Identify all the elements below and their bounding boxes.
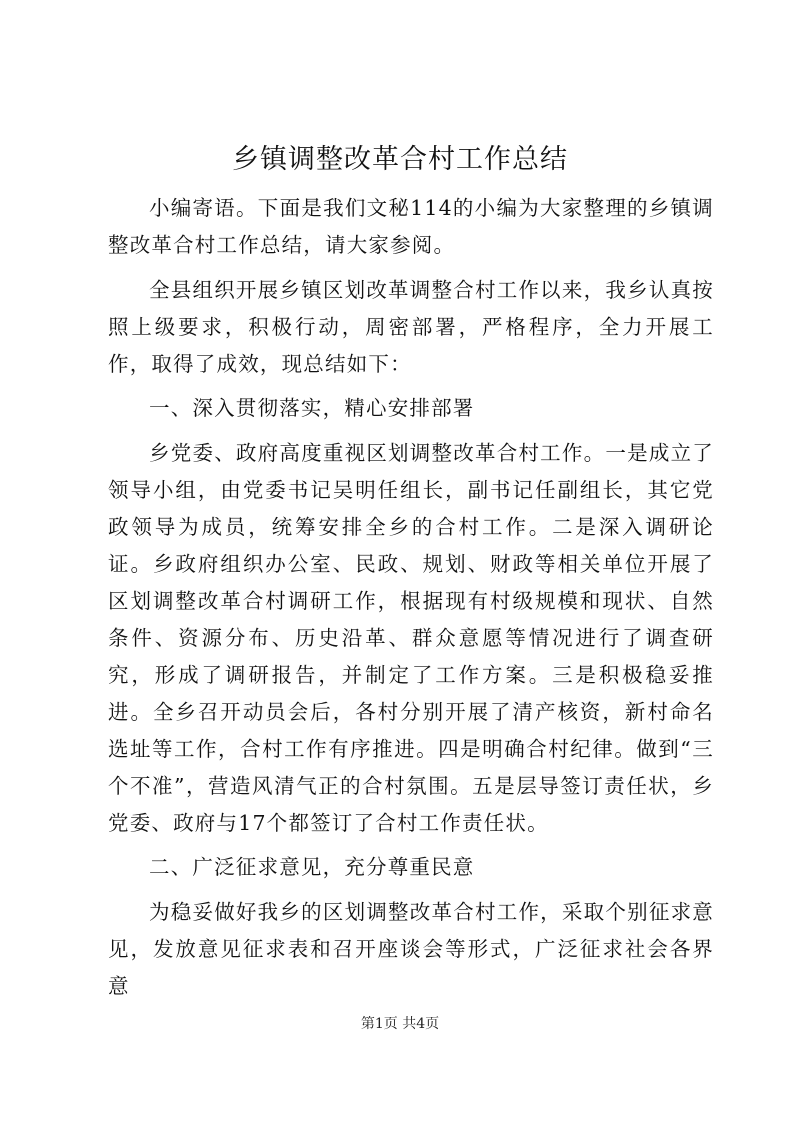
paragraph-section-1: 乡党委、政府高度重视区划调整改革合村工作。一是成立了领导小组，由党委书记吴明任组长，副书记任副组长，其它党政领导为成员，统筹安排全乡的合村工作。二是深入调研论证。乡政府组织办公室、民政、规划、财政等相关单位开展了区划调整改革合村调研工作，根据现有村级规模和现状、自然条件、资源分布、历史沿革、群众意愿等情况进行了调查研究，形成了调研报告，并制定了工作方案。三是积极稳妥推进。全乡召开动员会后，各村分别开展了清产核资，新村命名选址等工作，合村工作有序推进。四是明确合村纪律。做到“三个不准”，营造风清气正的合村氛围。五是层导签订责任状，乡党委、政府与17个都签订了合村工作责任状。 bbox=[108, 440, 714, 835]
document-title: 乡镇调整改革合村工作总结 bbox=[232, 144, 568, 175]
section-heading-2: 二、广泛征求意见，充分尊重民意 bbox=[149, 855, 475, 879]
paragraph-intro: 小编寄语。下面是我们文秘114的小编为大家整理的乡镇调整改革合村工作总结，请大家参阅。 bbox=[108, 196, 714, 257]
page-number-footer: 第1页 共4页 bbox=[360, 1016, 440, 1032]
document-body bbox=[108, 190, 714, 1012]
paragraph-section-2: 为稳妥做好我乡的区划调整改革合村工作，采取个别征求意见，发放意见征求表和召开座谈会等形式，广泛征求社会各界意 bbox=[108, 899, 714, 998]
section-heading-1: 一、深入贯彻落实，精心安排部署 bbox=[149, 396, 475, 420]
paragraph-summary: 全县组织开展乡镇区划改革调整合村工作以来，我乡认真按照上级要求，积极行动，周密部署，严格程序，全力开展工作，取得了成效，现总结如下： bbox=[108, 277, 714, 376]
